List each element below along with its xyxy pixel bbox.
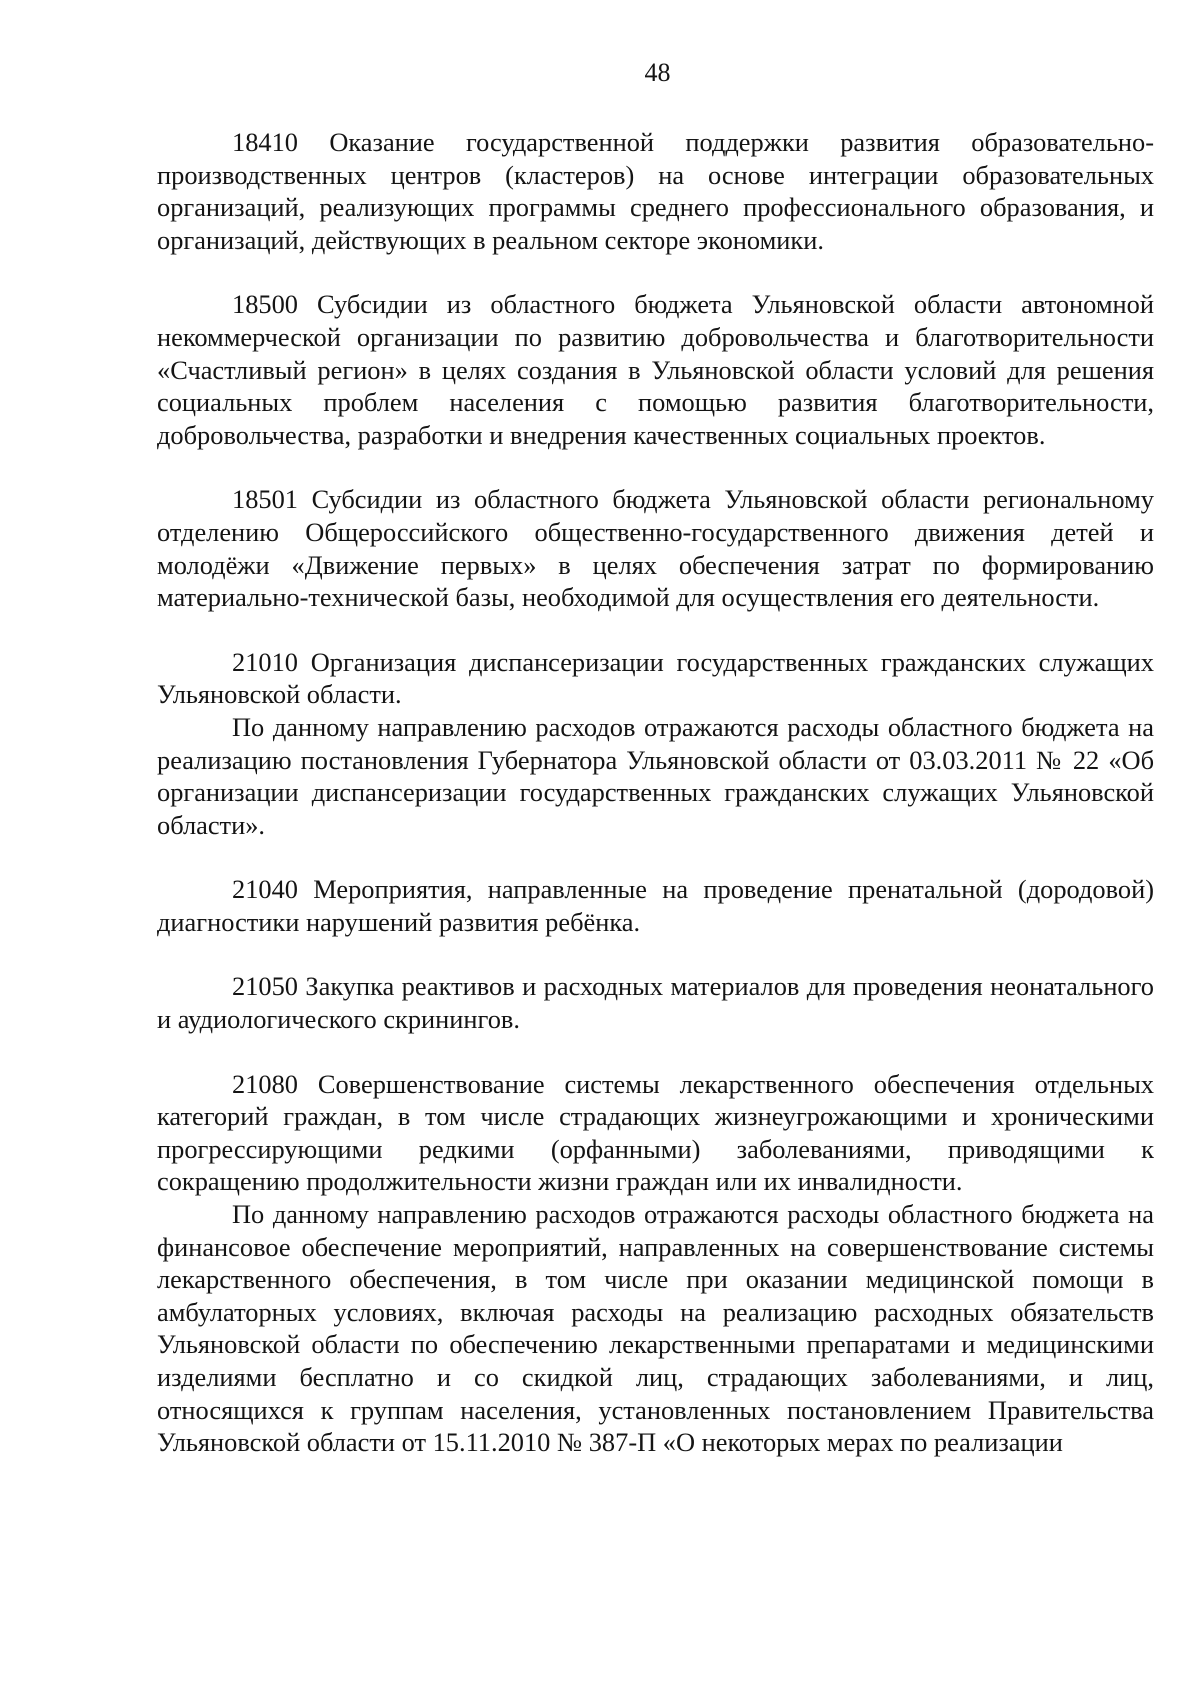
paragraph-18500: 18500 Субсидии из областного бюджета Ульяновской области автономной некоммерческой организации по развитию добровольчества и благотворительности «Счастливый регион» в целях создания в Ульяновской области условий для решения социальных проблем населения с помощью развития благотворительности, добровольчества, разработки и внедрения качественных социальных проектов. <box>157 289 1154 450</box>
paragraph-18410: 18410 Оказание государственной поддержки развития образовательно-производственных центров (кластеров) на основе интеграции образовательных организаций, реализующих программы среднего профессионального образования, и организаций, действующих в реальном секторе экономики. <box>157 127 1154 255</box>
paragraph-21050: 21050 Закупка реактивов и расходных материалов для проведения неонатального и аудиологического скринингов. <box>157 971 1154 1035</box>
paragraph-21010-note: По данному направлению расходов отражаются расходы областного бюджета на реализацию постановления Губернатора Ульяновской области от 03.03.2011 № 22 «Об организации диспансеризации государственных гражданских служащих Ульяновской области». <box>157 711 1154 840</box>
paragraph-21080-note: По данному направлению расходов отражаются расходы областного бюджета на финансовое обеспечение мероприятий, направленных на совершенствование системы лекарственного обеспечения, в том числе при оказании медицинской помощи в амбулаторных условиях, включая расходы на реализацию расходных обязательств Ульяновской области по обеспечению лекарственными препаратами и медицинскими изделиями бесплатно и со скидкой лиц, страдающих заболеваниями, и лиц, относящихся к группам населения, установленных постановлением Правительства Ульяновской области от 15.11.2010 № 387-П «О некоторых мерах по реализации <box>157 1199 1154 1458</box>
paragraph-21040: 21040 Мероприятия, направленные на проведение пренатальной (дородовой) диагностики нарушений развития ребёнка. <box>157 874 1154 937</box>
paragraph-18501: 18501 Субсидии из областного бюджета Ульяновской области региональному отделению Общероссийского общественно-государственного движения детей и молодёжи «Движение первых» в целях обеспечения затрат по формированию материально-технической базы, необходимой для осуществления его деятельности. <box>157 484 1154 613</box>
document-body <box>157 126 1154 1459</box>
page-number: 48 <box>644 58 671 87</box>
paragraph-21080: 21080 Совершенствование системы лекарственного обеспечения отдельных категорий граждан, в том числе страдающих жизнеугрожающими и хроническими прогрессирующими редкими (орфанными) заболеваниями, приводящими к сокращению продолжительности жизни граждан или их инвалидности. <box>157 1068 1154 1197</box>
paragraph-21010: 21010 Организация диспансеризации государственных гражданских служащих Ульяновской области. <box>157 646 1154 710</box>
